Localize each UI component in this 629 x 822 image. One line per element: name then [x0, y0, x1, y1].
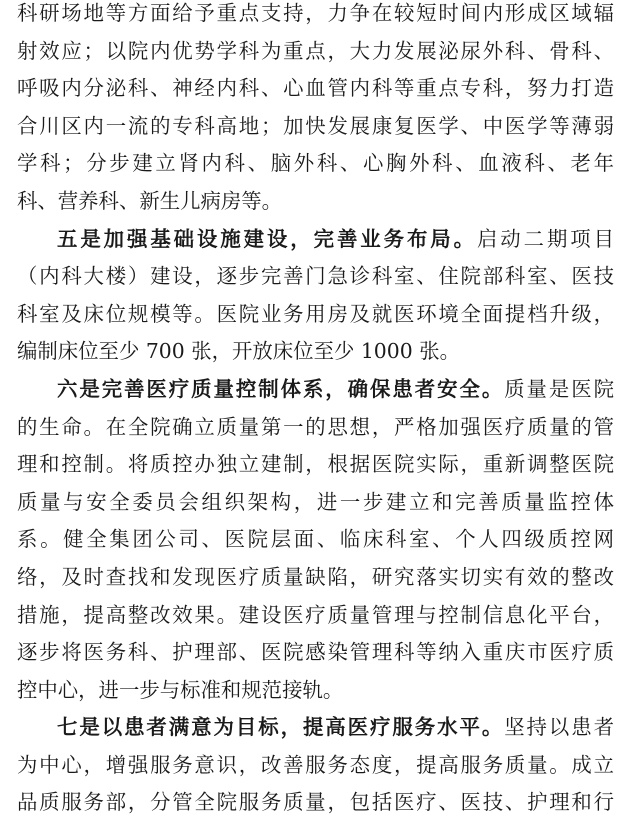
text-line: （内科大楼）建设，逐步完善门急诊科室、住院部科室、医技: [17, 264, 614, 289]
text-line: 质量与安全委员会组织架构，进一步建立和完善质量监控体: [17, 489, 614, 514]
point-six-heading: 六是完善医疗质量控制体系，确保患者安全。: [57, 376, 505, 401]
text-line-first: [17, 371, 614, 409]
text-line: 合川区内一流的专科高地；加快发展康复医学、中医学等薄弱: [17, 113, 614, 138]
text-line: 品质服务部，分管全院服务质量，包括医疗、医技、护理和行: [17, 790, 614, 815]
text-line: 学科；分步建立肾内科、脑外科、心胸外科、血液科、老年: [17, 151, 614, 176]
text-line: 呼吸内分泌科、神经内科、心血管内科等重点专科，努力打造: [17, 76, 614, 101]
paragraph-point-five: [17, 221, 614, 371]
text-line: 为中心，增强服务意识，改善服务态度，提高服务质量。成立: [17, 752, 614, 777]
paragraph-point-six: [17, 371, 614, 709]
text-line: 理和控制。将质控办独立建制，根据医院实际，重新调整医院: [17, 452, 614, 477]
text-line: 的生命。在全院确立质量第一的思想，严格加强医疗质量的管: [17, 414, 614, 439]
paragraph-specialty-development: [17, 0, 614, 221]
text-line: 系。健全集团公司、医院层面、临床科室、个人四级质控网: [17, 527, 614, 552]
text-line: 编制床位至少 700 张，开放床位至少 1000 张。: [17, 339, 460, 364]
point-seven-heading: 七是以患者满意为目标，提高医疗服务水平。: [57, 715, 505, 740]
text-line: 科研场地等方面给予重点支持，力争在较短时间内形成区域辐: [17, 1, 614, 25]
text-line: 络，及时查找和发现医疗质量缺陷，研究落实切实有效的整改: [17, 564, 614, 589]
text-run: 质量是医院: [504, 376, 615, 401]
text-line-first: [17, 221, 614, 259]
text-line: 控中心，进一步与标准和规范接轨。: [17, 677, 344, 702]
text-line: 射效应；以院内优势学科为重点，大力发展泌尿外科、骨科、: [17, 38, 614, 63]
point-five-heading: 五是加强基础设施建设，完善业务布局。: [57, 226, 477, 251]
text-line: 措施，提高整改效果。建设医疗质量管理与控制信息化平台，: [17, 602, 614, 627]
text-run: 启动二期项目: [476, 226, 615, 251]
paragraph-point-seven: [17, 709, 614, 822]
text-line: 逐步将医务科、护理部、医院感染管理科等纳入重庆市医疗质: [17, 640, 614, 665]
text-line-first: [17, 709, 614, 747]
text-run: 坚持以患者: [504, 715, 615, 740]
text-line: 科室及床位规模等。医院业务用房及就医环境全面提档升级，: [17, 301, 614, 326]
document-page: [17, 0, 614, 822]
text-line: 科、营养科、新生儿病房等。: [17, 188, 283, 213]
